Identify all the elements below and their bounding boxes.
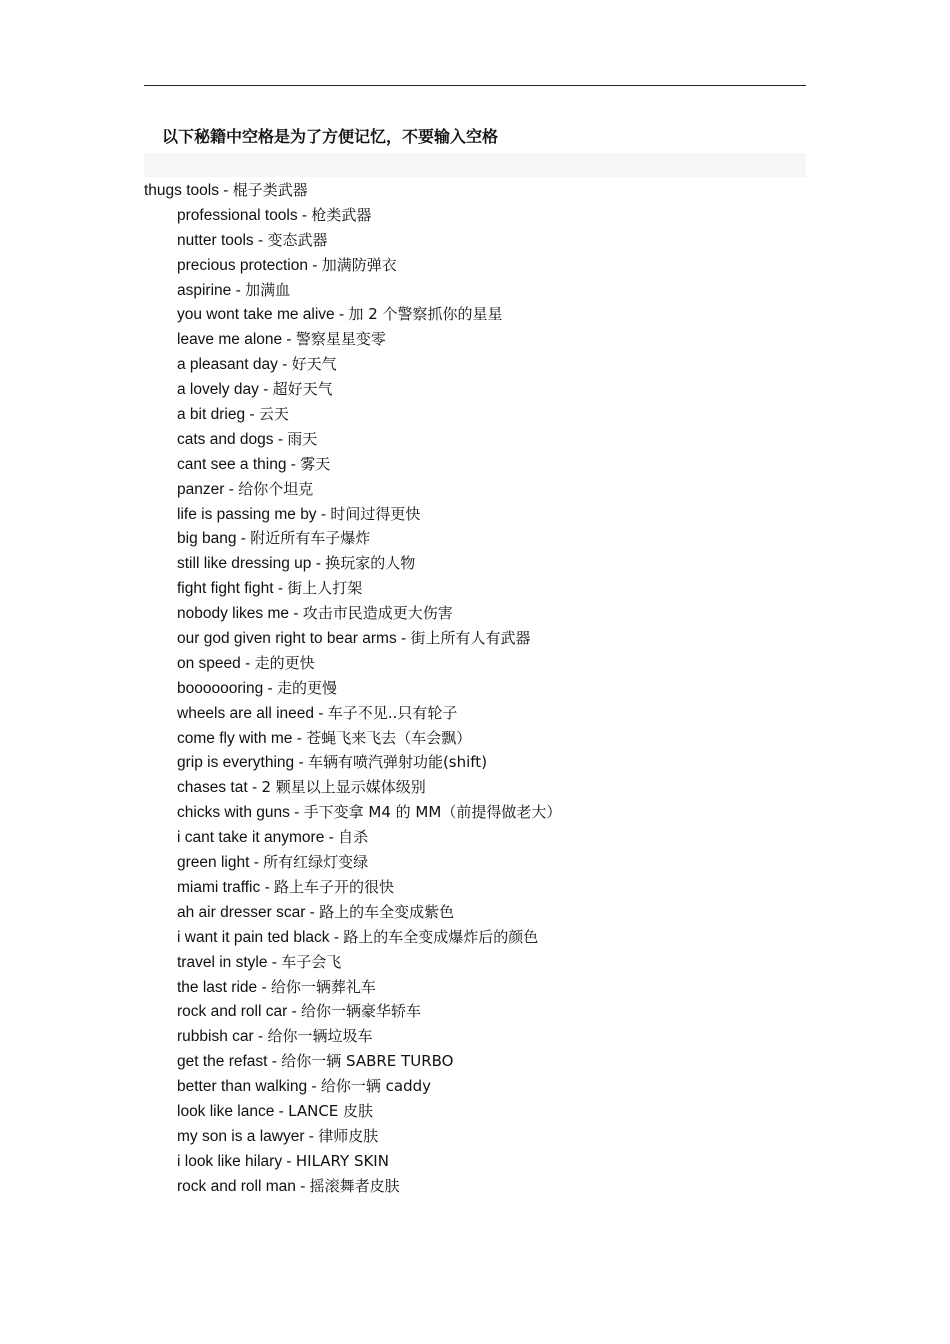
cheat-code: our god given right to bear arms bbox=[177, 630, 397, 648]
cheat-effect: 摇滚舞者皮肤 bbox=[309, 1176, 400, 1195]
cheat-code: professional tools bbox=[177, 206, 298, 224]
cheat-row bbox=[144, 526, 824, 551]
cheat-row bbox=[144, 676, 824, 701]
cheat-code: cats and dogs bbox=[177, 430, 274, 448]
cheat-code: grip is everything bbox=[177, 754, 295, 772]
cheat-separator: - bbox=[316, 505, 331, 523]
cheat-separator: - bbox=[258, 381, 273, 399]
cheat-effect: 路上的车全变成紫色 bbox=[319, 902, 455, 921]
cheat-separator: - bbox=[273, 580, 288, 598]
cheat-separator: - bbox=[274, 1102, 289, 1120]
cheat-effect: 走的更快 bbox=[254, 653, 315, 672]
cheat-separator: - bbox=[304, 1127, 319, 1145]
cheat-effect: 给你一辆葬礼车 bbox=[270, 977, 376, 996]
cheat-effect: HILARY SKIN bbox=[295, 1151, 389, 1170]
cheat-effect: 枪类武器 bbox=[311, 205, 372, 224]
cheat-code: nutter tools bbox=[177, 231, 254, 249]
cheat-separator: - bbox=[311, 555, 326, 573]
cheat-row bbox=[144, 477, 824, 502]
cheat-separator: - bbox=[289, 804, 304, 822]
shaded-band bbox=[144, 153, 806, 177]
cheat-separator: - bbox=[267, 1053, 282, 1071]
cheat-row bbox=[144, 1024, 824, 1049]
cheat-code: i want it pain ted black bbox=[177, 928, 330, 946]
cheat-row bbox=[144, 302, 824, 327]
cheat-separator: - bbox=[273, 430, 288, 448]
cheat-row bbox=[144, 377, 824, 402]
cheat-row bbox=[144, 253, 824, 278]
cheat-code: look like lance bbox=[177, 1102, 275, 1120]
cheat-separator: - bbox=[267, 953, 282, 971]
cheat-row bbox=[144, 775, 824, 800]
cheat-row bbox=[144, 925, 824, 950]
cheat-effect: 街上人打架 bbox=[287, 579, 363, 598]
cheat-effect: 给你一辆 caddy bbox=[320, 1077, 432, 1096]
cheat-code: a bit drieg bbox=[177, 406, 246, 424]
cheat-row bbox=[144, 576, 824, 601]
cheat-code: still like dressing up bbox=[177, 555, 312, 573]
cheat-code: nobody likes me bbox=[177, 605, 290, 623]
cheat-effect: 好天气 bbox=[291, 355, 337, 374]
cheat-effect: 苍蝇飞来飞去（车会飘） bbox=[306, 728, 472, 747]
cheat-row bbox=[144, 352, 824, 377]
cheat-effect: 给你一辆垃圾车 bbox=[267, 1027, 373, 1046]
cheat-row bbox=[144, 975, 824, 1000]
cheat-effect: 手下变拿 M4 的 MM（前提得做老大） bbox=[303, 803, 562, 822]
cheat-effect: 云天 bbox=[258, 405, 289, 424]
cheat-separator: - bbox=[329, 928, 344, 946]
cheat-effect: 棍子类武器 bbox=[232, 181, 308, 199]
cheat-effect: 换玩家的人物 bbox=[325, 554, 416, 573]
page-heading: 以下秘籍中空格是为了方便记忆，不要输入空格 bbox=[162, 127, 499, 146]
cheat-separator: - bbox=[307, 256, 322, 274]
cheat-code: i cant take it anymore bbox=[177, 829, 325, 847]
cheat-row bbox=[144, 278, 824, 303]
cheat-separator: - bbox=[260, 878, 275, 896]
cheat-code: a lovely day bbox=[177, 381, 259, 399]
cheat-separator: - bbox=[253, 1028, 268, 1046]
header-rule bbox=[144, 85, 806, 86]
cheat-code: rock and roll car bbox=[177, 1003, 288, 1021]
cheat-separator: - bbox=[282, 1152, 296, 1170]
cheat-row bbox=[144, 999, 824, 1024]
cheat-code: thugs tools bbox=[144, 182, 219, 199]
cheat-effect: 律师皮肤 bbox=[318, 1126, 379, 1145]
cheat-row bbox=[144, 900, 824, 925]
cheat-separator: - bbox=[286, 455, 301, 473]
cheat-row bbox=[144, 750, 824, 775]
cheat-code: life is passing me by bbox=[177, 505, 317, 523]
cheat-row bbox=[144, 726, 824, 751]
cheat-code: come fly with me bbox=[177, 729, 293, 747]
cheat-effect: 附近所有车子爆炸 bbox=[250, 529, 371, 548]
cheat-code: chicks with guns bbox=[177, 804, 290, 822]
cheat-effect: 走的更慢 bbox=[276, 678, 337, 697]
cheat-code: the last ride bbox=[177, 978, 258, 996]
cheat-code: ah air dresser scar bbox=[177, 903, 306, 921]
cheat-effect: 超好天气 bbox=[272, 380, 333, 399]
cheat-row bbox=[144, 1049, 824, 1074]
cheat-row bbox=[144, 402, 824, 427]
cheat-effect: 车子不见..只有轮子 bbox=[327, 703, 458, 722]
cheat-separator: - bbox=[224, 480, 239, 498]
cheat-row bbox=[144, 551, 824, 576]
cheat-effect: 给你个坦克 bbox=[238, 479, 314, 498]
cheat-separator: - bbox=[253, 231, 268, 249]
cheat-effect: 车子会飞 bbox=[281, 952, 342, 971]
cheat-effect: 加满血 bbox=[245, 280, 291, 299]
cheat-row bbox=[144, 502, 824, 527]
cheat-code: green light bbox=[177, 854, 250, 872]
cheat-row bbox=[144, 701, 824, 726]
cheat-row bbox=[144, 875, 824, 900]
cheat-separator: - bbox=[334, 306, 349, 324]
cheat-effect: 变态武器 bbox=[267, 230, 328, 249]
cheat-row bbox=[144, 1149, 824, 1174]
cheat-effect: 自杀 bbox=[338, 828, 369, 847]
cheat-separator: - bbox=[236, 530, 251, 548]
cheat-separator: - bbox=[324, 829, 339, 847]
cheat-code: booooooring bbox=[177, 679, 264, 697]
cheat-code: miami traffic bbox=[177, 878, 261, 896]
cheat-effect: 加满防弹衣 bbox=[321, 255, 397, 274]
cheat-code: on speed bbox=[177, 654, 241, 672]
cheat-row bbox=[144, 1074, 824, 1099]
cheat-row bbox=[144, 1124, 824, 1149]
cheat-separator: - bbox=[295, 1177, 310, 1195]
cheat-effect: 路上车子开的很快 bbox=[274, 877, 395, 896]
cheat-code: a pleasant day bbox=[177, 356, 278, 374]
cheat-effect: LANCE 皮肤 bbox=[288, 1101, 374, 1120]
cheat-code: fight fight fight bbox=[177, 580, 274, 598]
cheat-effect: 路上的车全变成爆炸后的颜色 bbox=[343, 927, 539, 946]
cheat-code: rock and roll man bbox=[177, 1177, 296, 1195]
cheat-effect: 攻击市民造成更大伤害 bbox=[302, 604, 453, 623]
cheat-row bbox=[144, 800, 824, 825]
cheat-row bbox=[144, 228, 824, 253]
cheat-effect: 雾天 bbox=[300, 454, 331, 473]
cheat-row bbox=[144, 1174, 824, 1199]
cheat-separator: - bbox=[277, 356, 292, 374]
cheat-row bbox=[144, 1099, 824, 1124]
cheat-effect: 时间过得更快 bbox=[330, 504, 421, 523]
cheat-row bbox=[144, 178, 824, 203]
cheat-code: panzer bbox=[177, 480, 225, 498]
cheat-code: travel in style bbox=[177, 953, 268, 971]
cheat-row bbox=[144, 601, 824, 626]
cheat-separator: - bbox=[257, 978, 271, 996]
cheat-effect: 雨天 bbox=[287, 429, 318, 448]
cheat-separator: - bbox=[396, 630, 411, 648]
cheat-separator: - bbox=[305, 903, 320, 921]
cheat-separator: - bbox=[289, 605, 303, 623]
cheat-separator: - bbox=[249, 854, 264, 872]
cheat-code: you wont take me alive bbox=[177, 306, 335, 324]
cheat-code: i look like hilary bbox=[177, 1152, 283, 1170]
cheat-code: cant see a thing bbox=[177, 455, 287, 473]
cheat-separator: - bbox=[231, 281, 246, 299]
cheat-list bbox=[144, 178, 824, 1199]
cheat-effect: 车辆有喷汽弹射功能(shift) bbox=[307, 753, 488, 772]
cheat-separator: - bbox=[294, 754, 308, 772]
cheat-row bbox=[144, 452, 824, 477]
cheat-separator: - bbox=[297, 206, 312, 224]
cheat-row bbox=[144, 327, 824, 352]
cheat-row bbox=[144, 850, 824, 875]
cheat-effect: 加 2 个警察抓你的星星 bbox=[348, 305, 503, 324]
cheat-code: get the refast bbox=[177, 1053, 268, 1071]
cheat-row bbox=[144, 203, 824, 228]
cheat-code: wheels are all ineed bbox=[177, 704, 315, 722]
cheat-code: aspirine bbox=[177, 281, 232, 299]
cheat-separator: - bbox=[245, 406, 259, 424]
cheat-row bbox=[144, 427, 824, 452]
cheat-effect: 2 颗星以上显示媒体级别 bbox=[261, 778, 426, 797]
cheat-effect: 警察星星变零 bbox=[295, 330, 386, 349]
cheat-code: precious protection bbox=[177, 256, 308, 274]
cheat-separator: - bbox=[263, 679, 277, 697]
cheat-effect: 所有红绿灯变绿 bbox=[263, 853, 369, 872]
cheat-separator: - bbox=[287, 1003, 302, 1021]
cheat-code: my son is a lawyer bbox=[177, 1127, 305, 1145]
cheat-separator: - bbox=[240, 654, 255, 672]
cheat-separator: - bbox=[314, 704, 328, 722]
cheat-separator: - bbox=[247, 779, 262, 797]
cheat-separator: - bbox=[282, 331, 296, 349]
cheat-row bbox=[144, 626, 824, 651]
cheat-code: leave me alone bbox=[177, 331, 283, 349]
cheat-code: chases tat bbox=[177, 779, 248, 797]
cheat-row bbox=[144, 825, 824, 850]
cheat-code: rubbish car bbox=[177, 1028, 254, 1046]
cheat-separator: - bbox=[292, 729, 307, 747]
cheat-effect: 给你一辆 SABRE TURBO bbox=[281, 1052, 454, 1071]
cheat-code: better than walking bbox=[177, 1078, 308, 1096]
cheat-separator: - bbox=[218, 182, 233, 199]
cheat-separator: - bbox=[307, 1078, 321, 1096]
cheat-effect: 给你一辆豪华轿车 bbox=[301, 1002, 422, 1021]
cheat-effect: 街上所有人有武器 bbox=[410, 629, 531, 648]
cheat-row bbox=[144, 950, 824, 975]
cheat-code: big bang bbox=[177, 530, 237, 548]
cheat-row bbox=[144, 651, 824, 676]
